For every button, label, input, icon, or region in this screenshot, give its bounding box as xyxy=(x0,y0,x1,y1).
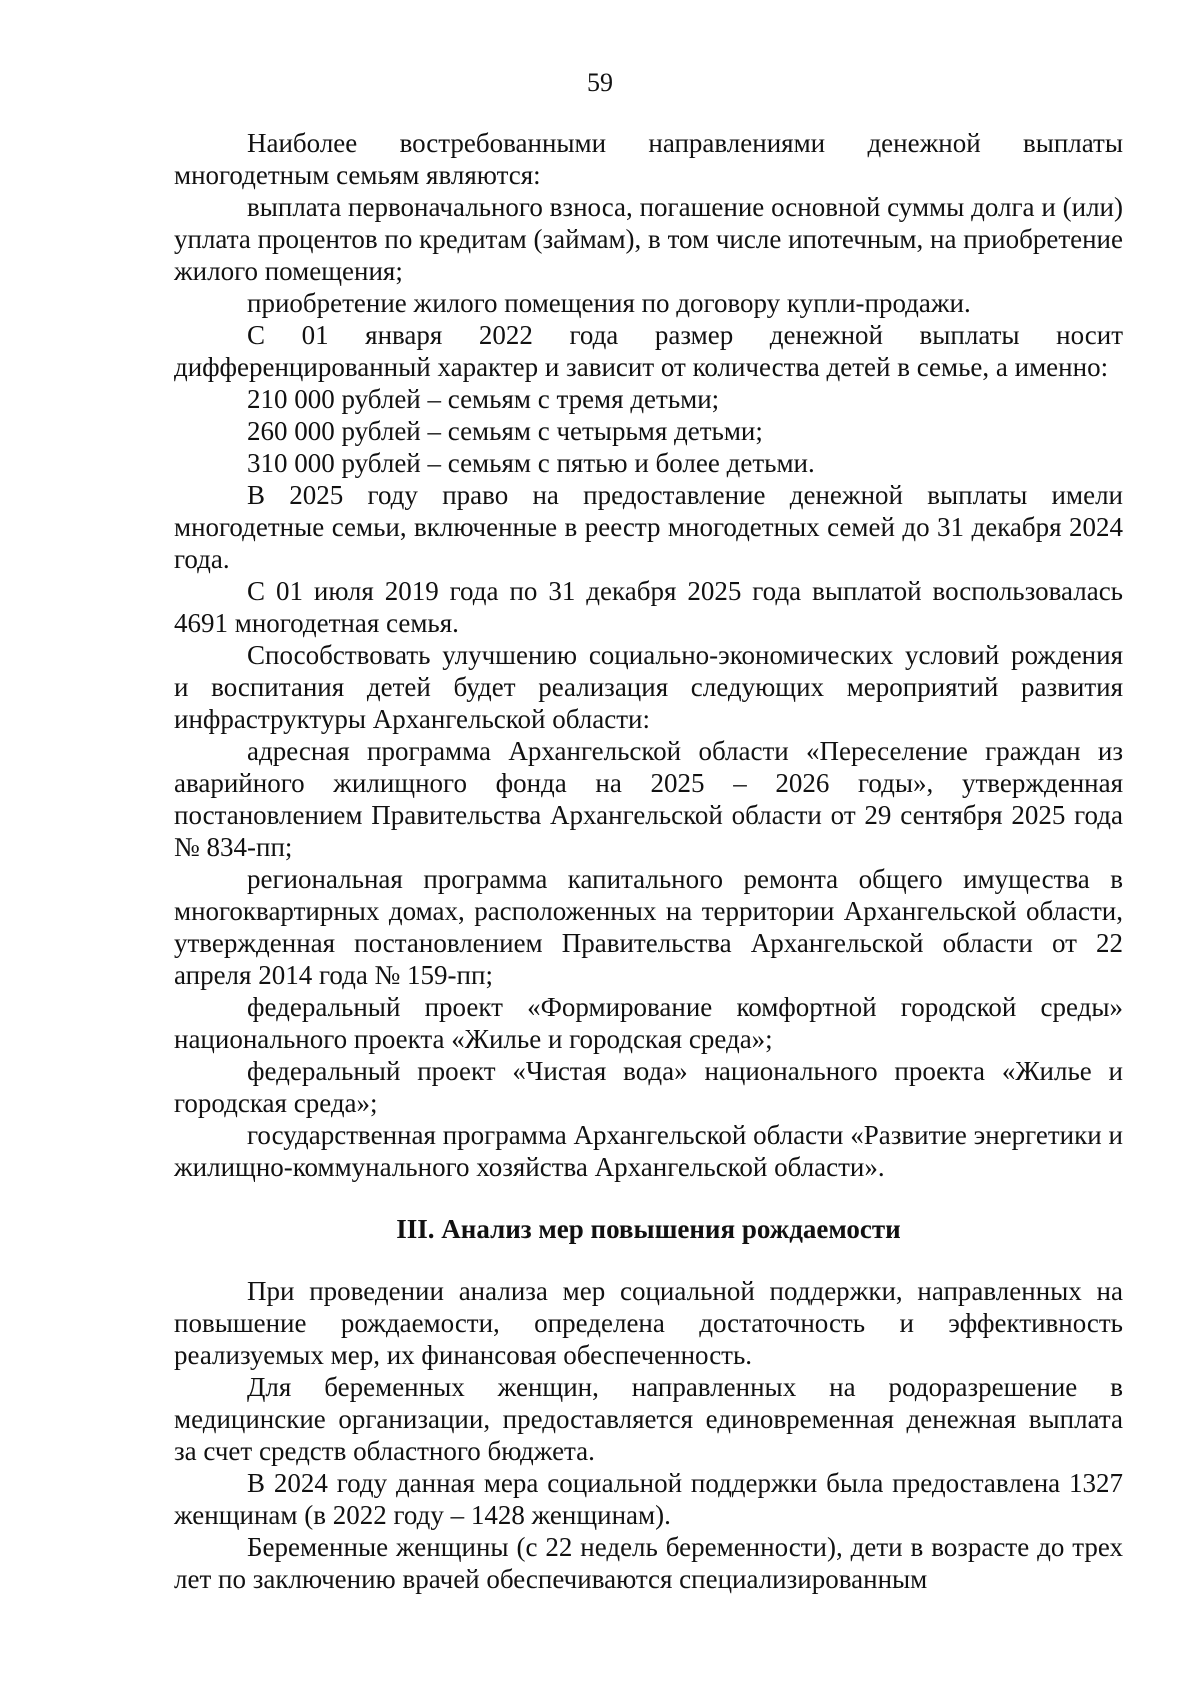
paragraph: В 2025 году право на предоставление денежной выплаты имели многодетные семьи, включенные в реестр многодетных семей до 31 декабря 2024 года. xyxy=(174,480,1123,574)
paragraph: С 01 июля 2019 года по 31 декабря 2025 года выплатой воспользовалась 4691 многодетная семья. xyxy=(174,576,1123,638)
paragraph: Наиболее востребованными направлениями денежной выплаты многодетным семьям являются: xyxy=(174,128,1123,190)
section-heading: III. Анализ мер повышения рождаемости xyxy=(396,1214,901,1244)
paragraph: выплата первоначального взноса, погашение основной суммы долга и (или) уплата процентов по кредитам (займам), в том числе ипотечным, на приобретение жилого помещения; xyxy=(174,192,1123,286)
list-item: 210 000 рублей – семьям с тремя детьми; xyxy=(247,384,720,414)
list-item: 310 000 рублей – семьям с пятью и более детьми. xyxy=(247,448,815,478)
list-item: адресная программа Архангельской области «Переселение граждан из аварийного жилищного фонда на 2025 – 2026 годы», утвержденная постановлением Правительства Архангельской области от 29 сентября 2025 года № 834-пп; xyxy=(174,736,1123,862)
list-item: региональная программа капитального ремонта общего имущества в многоквартирных домах, расположенных на территории Архангельской области, утвержденная постановлением Правительства Архангельской области от 22 апреля 2014 года № 159-пп; xyxy=(174,864,1123,990)
paragraph: приобретение жилого помещения по договору купли-продажи. xyxy=(247,288,971,318)
list-item: 260 000 рублей – семьям с четырьмя детьми; xyxy=(247,416,763,446)
list-item: государственная программа Архангельской области «Развитие энергетики и жилищно-коммунального хозяйства Архангельской области». xyxy=(174,1120,1123,1182)
document-body xyxy=(174,127,1123,1595)
paragraph: При проведении анализа мер социальной поддержки, направленных на повышение рождаемости, определена достаточность и эффективность реализуемых мер, их финансовая обеспеченность. xyxy=(174,1276,1123,1370)
paragraph: Беременные женщины (с 22 недель беременности), дети в возрасте до трех лет по заключению врачей обеспечиваются специализированным xyxy=(174,1532,1123,1594)
paragraph: С 01 января 2022 года размер денежной выплаты носит дифференцированный характер и зависит от количества детей в семье, а именно: xyxy=(174,320,1123,382)
paragraph: Для беременных женщин, направленных на родоразрешение в медицинские организации, предоставляется единовременная денежная выплата за счет средств областного бюджета. xyxy=(174,1372,1123,1466)
list-item: федеральный проект «Чистая вода» национального проекта «Жилье и городская среда»; xyxy=(174,1056,1123,1118)
paragraph: Способствовать улучшению социально-экономических условий рождения и воспитания детей будет реализация следующих мероприятий развития инфраструктуры Архангельской области: xyxy=(174,640,1123,734)
list-item: федеральный проект «Формирование комфортной городской среды» национального проекта «Жилье и городская среда»; xyxy=(174,992,1123,1054)
paragraph: В 2024 году данная мера социальной поддержки была предоставлена 1327 женщинам (в 2022 году – 1428 женщинам). xyxy=(174,1468,1123,1530)
page-number: 59 xyxy=(587,68,613,97)
